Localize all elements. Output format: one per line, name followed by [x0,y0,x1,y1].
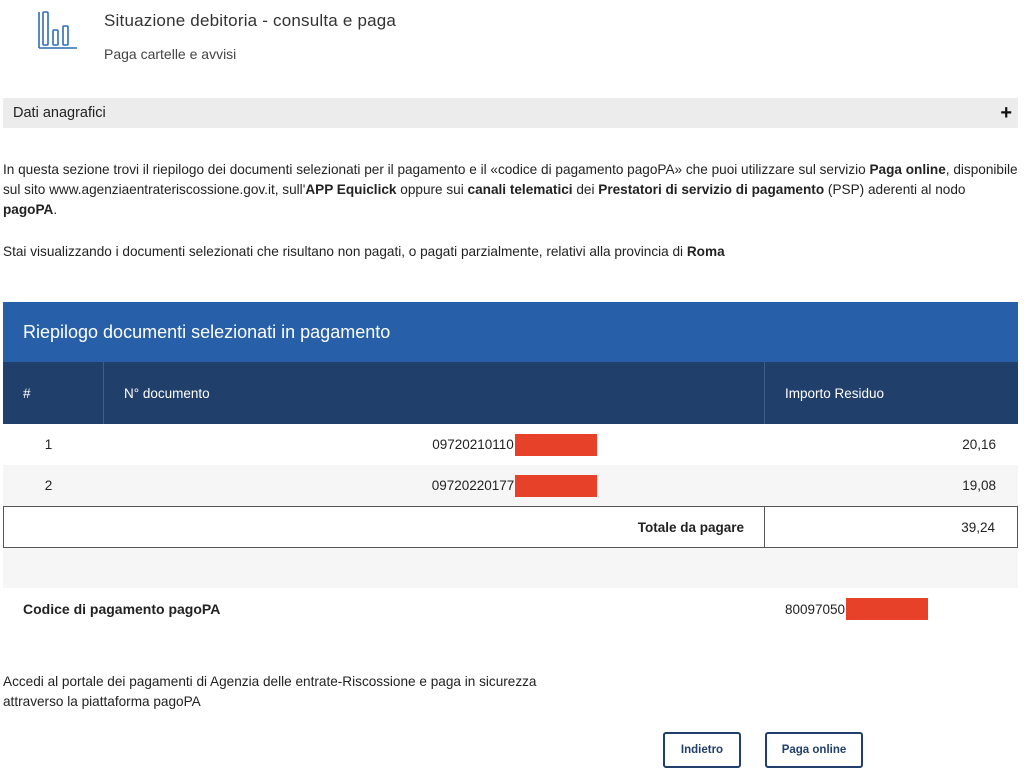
scope-paragraph: Stai visualizzando i documenti selezionati che risultano non pagati, o pagati parzialmente, relativi alla provincia di Roma [3,244,725,259]
row-index: 1 [44,437,53,452]
payment-code-row [3,588,1018,630]
payment-code-value: 80097050 [785,601,846,617]
accordion-label: Dati anagrafici [13,105,106,121]
row-index: 2 [44,478,53,493]
total-value: 39,24 [961,519,995,535]
portal-paragraph: Accedi al portale dei pagamenti di Agenzia delle entrate-Riscossione e paga in sicurezza attraverso la piattaforma pagoPA [3,674,537,709]
table-header [3,362,1018,424]
summary-panel [3,302,1018,630]
table-row [3,465,1018,506]
row-amount: 19,08 [962,478,996,493]
total-row [3,506,1018,548]
back-button[interactable]: Indietro [663,732,741,768]
payment-code-label: Codice di pagamento pagoPA [23,601,221,617]
bar-chart-icon [38,10,78,52]
row-amount: 20,16 [962,437,996,452]
column-header-index: # [3,362,104,424]
accordion-dati-anagrafici[interactable] [3,98,1018,128]
spacer-row [3,548,1018,588]
plus-icon[interactable]: + [1000,102,1012,124]
total-label: Totale da pagare [4,507,765,547]
redaction-box [846,598,928,620]
redaction-box [515,475,597,497]
column-header-amount: Importo Residuo [785,385,885,401]
panel-title: Riepilogo documenti selezionati in pagamento [3,302,1018,362]
page-title: Situazione debitoria - consulta e paga [104,11,397,30]
province-name: Roma [686,244,725,259]
redaction-box [515,434,597,456]
page-subtitle: Paga cartelle e avvisi [104,46,237,62]
document-number: 09720210110 [432,437,514,452]
pay-online-button[interactable]: Paga online [765,732,863,768]
intro-paragraph: In questa sezione trovi il riepilogo dei documenti selezionati per il pagamento e il «codice di pagamento pagoPA» che puoi utilizzare sul servizio Paga online, disponibile sul sito www.agenziaentrateriscossione.gov.it, sull'APP Equiclick oppure sui canali telematici dei Prestatori di servizio di pagamento (PSP) aderenti al nodo pagoPA. [3,162,1018,217]
table-row [3,424,1018,465]
document-number: 09720220177 [431,478,515,493]
column-header-document: N° documento [104,362,765,424]
page-header [0,0,1024,90]
